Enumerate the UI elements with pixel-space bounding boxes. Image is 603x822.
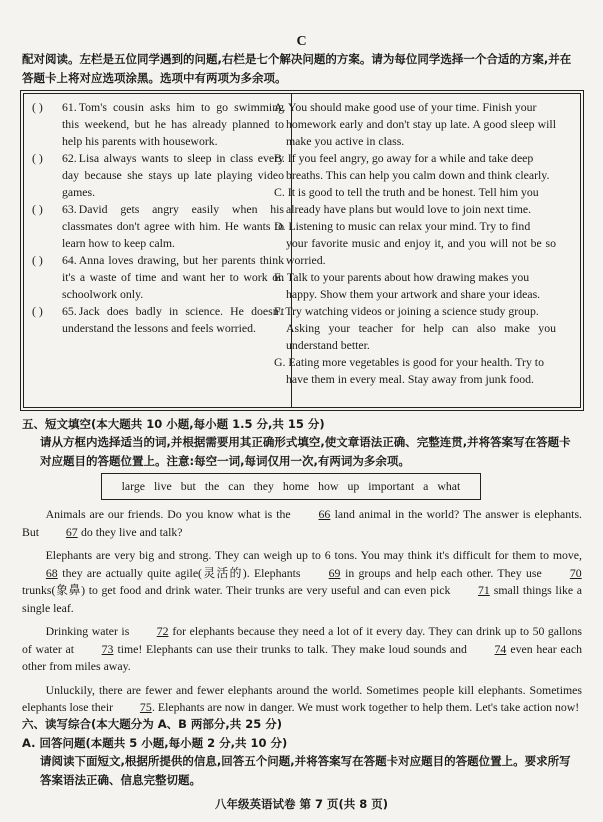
- blank-73[interactable]: 73: [101, 641, 114, 656]
- blank-72[interactable]: 72: [156, 624, 169, 638]
- blank-70[interactable]: 70: [569, 565, 582, 580]
- question-number: 63.: [62, 202, 77, 216]
- question-text: Anna loves drawing, but her parents think it's a waste of time and want her to work on schoolwork only.: [62, 253, 284, 301]
- word-bank-item: up: [347, 479, 360, 493]
- word-bank-item: can: [228, 479, 245, 493]
- section-c-instructions: 配对阅读。左栏是五位同学遇到的问题,右栏是七个解决问题的方案。请为每位同学选择一个合适的方案,并在答题卡上将对应选项涂黑。选项中有两项为多余项。: [22, 52, 572, 85]
- word-bank-item: the: [204, 479, 220, 493]
- answer-paren[interactable]: ( ): [32, 100, 43, 114]
- question-62: [32, 150, 284, 201]
- matching-table: [23, 93, 581, 408]
- blank-69[interactable]: 69: [328, 565, 341, 580]
- question-number: 64.: [62, 253, 77, 267]
- question-text: Jack does badly in science. He doesn't understand the lessons and feels worried.: [62, 304, 284, 335]
- answer-paren[interactable]: ( ): [32, 304, 43, 318]
- option-d: D. Listening to music can relax your mind. Try to find your favorite music and enjoy it, and you will not be so worried.: [274, 219, 556, 267]
- options-column: [274, 99, 556, 388]
- section-5-instructions: 请从方框内选择适当的词,并根据需要用其正确形式填空,使文章语法正确、完整连贯,并将答案写在答题卡对应题目的答题位置上。注意:每空一词,每词仅用一次,有两词为多余项。: [40, 435, 571, 468]
- word-bank-item: large: [121, 479, 146, 493]
- paragraph-2: Elephants are very big and strong. They can weigh up to 6 tons. You may think it's difficult for them to move, 68 they are actually quite agile(灵活的). Elephants 69 in groups and help each other. They use 70 trunks(象鼻) to get food and drink water. Their trunks are very useful and can even pick 71 small things like a single leaf.: [22, 548, 582, 615]
- blank-75[interactable]: 75: [139, 700, 152, 714]
- answer-paren[interactable]: ( ): [32, 202, 43, 216]
- word-bank-item: what: [437, 479, 461, 493]
- word-bank-item: how: [318, 479, 339, 493]
- paragraph-3: Drinking water is 72 for elephants because they need a lot of it every day. They can drink up to 50 gallons of water at 73 time! Elephants can use their trunks to talk. They make loud sounds and 74 even hear each other from miles away.: [22, 624, 582, 673]
- blank-74[interactable]: 74: [494, 641, 507, 656]
- option-e: E. Talk to your parents about how drawing makes you happy. Show them your artwork and share your ideas.: [274, 270, 541, 301]
- section-6a-subtitle: A. 回答问题(本题共 5 小题,每小题 2 分,共 10 分): [22, 736, 288, 750]
- question-text: Tom's cousin asks him to go swimming this weekend, but he has already planned to help his parents with housework.: [62, 100, 284, 148]
- paragraph-4: Unluckily, there are fewer and fewer elephants around the world. Sometimes people kill elephants. Sometimes elephants lose their 75. Elephants are now in danger. We must work together to help them. Let's take action now!: [22, 682, 582, 717]
- section-6-instructions: 请阅读下面短文,根据所提供的信息,回答五个问题,并将答案写在答题卡对应题目的答题位置上。要求所写答案语法正确、信息完整切题。: [40, 754, 571, 787]
- question-65: [32, 303, 284, 337]
- option-g: G. Eating more vegetables is good for your health. Try to have them in every meal. Stay away from junk food.: [274, 355, 544, 386]
- question-text: David gets angry easily when his classmates don't agree with him. He wants to learn how to keep calm.: [62, 202, 284, 250]
- option-a: A. You should make good use of your time. Finish your homework early and don't stay up late. A good sleep will make you active in class.: [274, 100, 556, 148]
- blank-67[interactable]: 67: [65, 524, 78, 539]
- section-6-title: 六、读写综合(本大题分为 A、B 两部分,共 25 分): [22, 717, 283, 731]
- section-5-title: 五、短文填空(本大题共 10 小题,每小题 1.5 分,共 15 分): [22, 417, 325, 431]
- word-bank-item: live: [154, 479, 172, 493]
- questions-column: [32, 99, 284, 337]
- option-f: F. Try watching videos or joining a science study group. Asking your teacher for help can also make you understand better.: [274, 304, 556, 352]
- word-bank-item: but: [180, 479, 196, 493]
- question-63: [32, 201, 284, 252]
- option-b: B. If you feel angry, go away for a while and take deep breaths. This can help you calm down and think clearly.: [274, 151, 550, 182]
- word-bank-item: they: [253, 479, 274, 493]
- word-bank-item: a: [423, 479, 429, 493]
- paragraph-1: Animals are our friends. Do you know what is the 66 land animal in the world? The answer is elephants. But 67 do they live and talk?: [22, 506, 582, 541]
- blank-71[interactable]: 71: [477, 583, 490, 597]
- blank-68[interactable]: 68: [45, 565, 58, 580]
- page-footer: 八年级英语试卷 第 7 页(共 8 页): [214, 797, 389, 811]
- question-number: 65.: [62, 304, 77, 318]
- question-number: 62.: [62, 151, 77, 165]
- word-bank-item: home: [282, 479, 310, 493]
- section-c-heading: C: [296, 34, 307, 49]
- blank-66[interactable]: 66: [318, 507, 331, 521]
- question-text: Lisa always wants to sleep in class every day because she stays up late playing video games.: [62, 151, 284, 199]
- word-bank-item: important: [368, 479, 415, 493]
- question-64: [32, 252, 284, 303]
- question-number: 61.: [62, 100, 77, 114]
- option-c: C. It is good to tell the truth and be honest. Tell him you already have plans but would love to join next time.: [274, 185, 539, 216]
- word-bank: [101, 473, 481, 500]
- cloze-passage: [22, 506, 582, 723]
- question-61: [32, 99, 284, 150]
- answer-paren[interactable]: ( ): [32, 253, 43, 267]
- answer-paren[interactable]: ( ): [32, 151, 43, 165]
